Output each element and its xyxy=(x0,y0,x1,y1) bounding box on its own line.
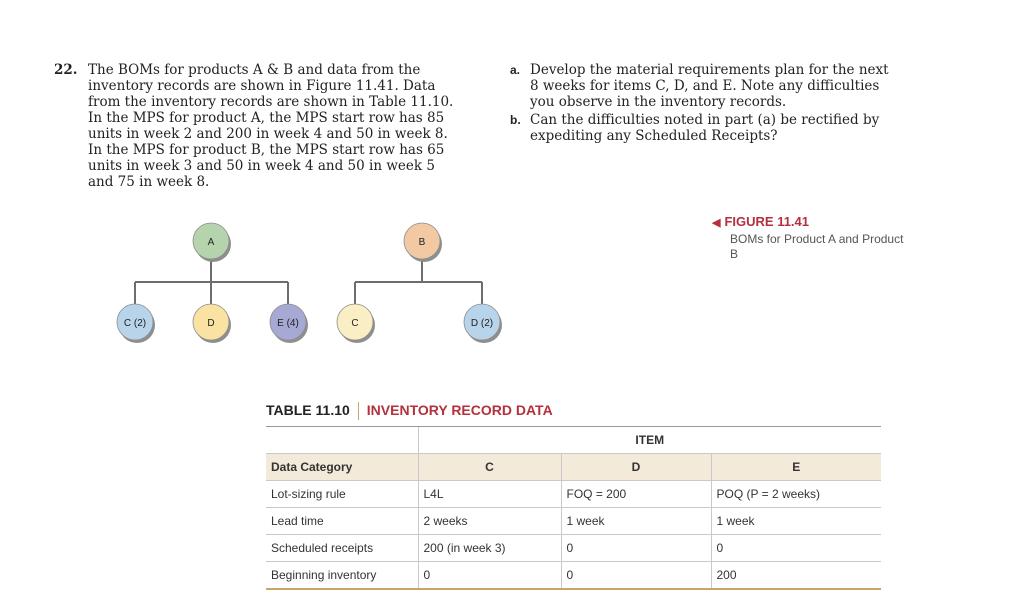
part-a-label: a. xyxy=(510,63,521,77)
col-header-e: E xyxy=(711,454,881,481)
bom-node-a-d xyxy=(193,304,231,343)
cell-c: 2 weeks xyxy=(418,508,561,535)
cell-d: 1 week xyxy=(561,508,711,535)
bom-node-b xyxy=(404,223,442,262)
table-row xyxy=(266,481,881,508)
caption-arrow-icon: ◀ xyxy=(712,217,721,229)
bom-node-a-e xyxy=(270,304,308,343)
cell-d: FOQ = 200 xyxy=(561,481,711,508)
svg-text:C (2): C (2) xyxy=(123,318,147,329)
row-label: Lot-sizing rule xyxy=(266,481,418,508)
svg-text:C: C xyxy=(351,318,359,329)
cell-c: 0 xyxy=(418,562,561,590)
col-header-d: D xyxy=(561,454,711,481)
bom-node-b-c xyxy=(337,304,375,343)
bom-node-a xyxy=(193,223,231,262)
cell-e: 1 week xyxy=(711,508,881,535)
bom-node-a-c xyxy=(117,304,155,343)
table-header-row xyxy=(266,454,881,481)
svg-text:A: A xyxy=(207,237,215,248)
cell-c: L4L xyxy=(418,481,561,508)
cell-e: 0 xyxy=(711,535,881,562)
part-a-text: Develop the material requirements plan for the next 8 weeks for items C, D, and E. Note any difficulties you observe in the inventory records. xyxy=(530,62,889,110)
col-header-category: Data Category xyxy=(266,454,418,481)
cell-c: 200 (in week 3) xyxy=(418,535,561,562)
table-name: INVENTORY RECORD DATA xyxy=(366,402,553,418)
cell-e: POQ (P = 2 weeks) xyxy=(711,481,881,508)
cell-e: 200 xyxy=(711,562,881,590)
bom-connectors xyxy=(135,258,482,308)
table-row xyxy=(266,562,881,590)
row-label: Lead time xyxy=(266,508,418,535)
col-header-c: C xyxy=(418,454,561,481)
cell-d: 0 xyxy=(561,562,711,590)
table-group-header-row xyxy=(266,427,881,454)
part-b-label: b. xyxy=(510,113,521,127)
svg-text:D (2): D (2) xyxy=(470,318,494,329)
svg-text:E (4): E (4) xyxy=(277,318,299,329)
figure-subtitle: BOMs for Product A and Product B xyxy=(730,232,904,261)
table-row xyxy=(266,535,881,562)
problem-number: 22. xyxy=(54,62,78,78)
row-label: Beginning inventory xyxy=(266,562,418,590)
figure-title: ◀ FIGURE 11.41 xyxy=(712,214,810,229)
svg-text:D: D xyxy=(207,318,215,329)
inventory-record-table xyxy=(266,426,881,590)
cell-d: 0 xyxy=(561,535,711,562)
table-number: TABLE 11.10 xyxy=(266,402,350,418)
part-b-text: Can the difficulties noted in part (a) be rectified by expediting any Scheduled Receipts? xyxy=(530,112,880,144)
bom-node-b-d xyxy=(464,304,502,343)
table-title xyxy=(266,402,553,420)
title-separator xyxy=(358,402,359,420)
problem-text: The BOMs for products A & B and data from the inventory records are shown in Figure 11.41. Data from the inventory records are shown in Table 11.10. In the MPS for product A, the MPS start row has 85 units in week 2 and 200 in week 4 and 50 in week 8. In the MPS for product B, the MPS start row has 65 units in week 3 and 50 in week 4 and 50 in week 5 and 75 in week 8. xyxy=(88,62,454,190)
row-label: Scheduled receipts xyxy=(266,535,418,562)
item-header: ITEM xyxy=(418,427,881,454)
table-row xyxy=(266,508,881,535)
svg-text:B: B xyxy=(418,237,426,248)
